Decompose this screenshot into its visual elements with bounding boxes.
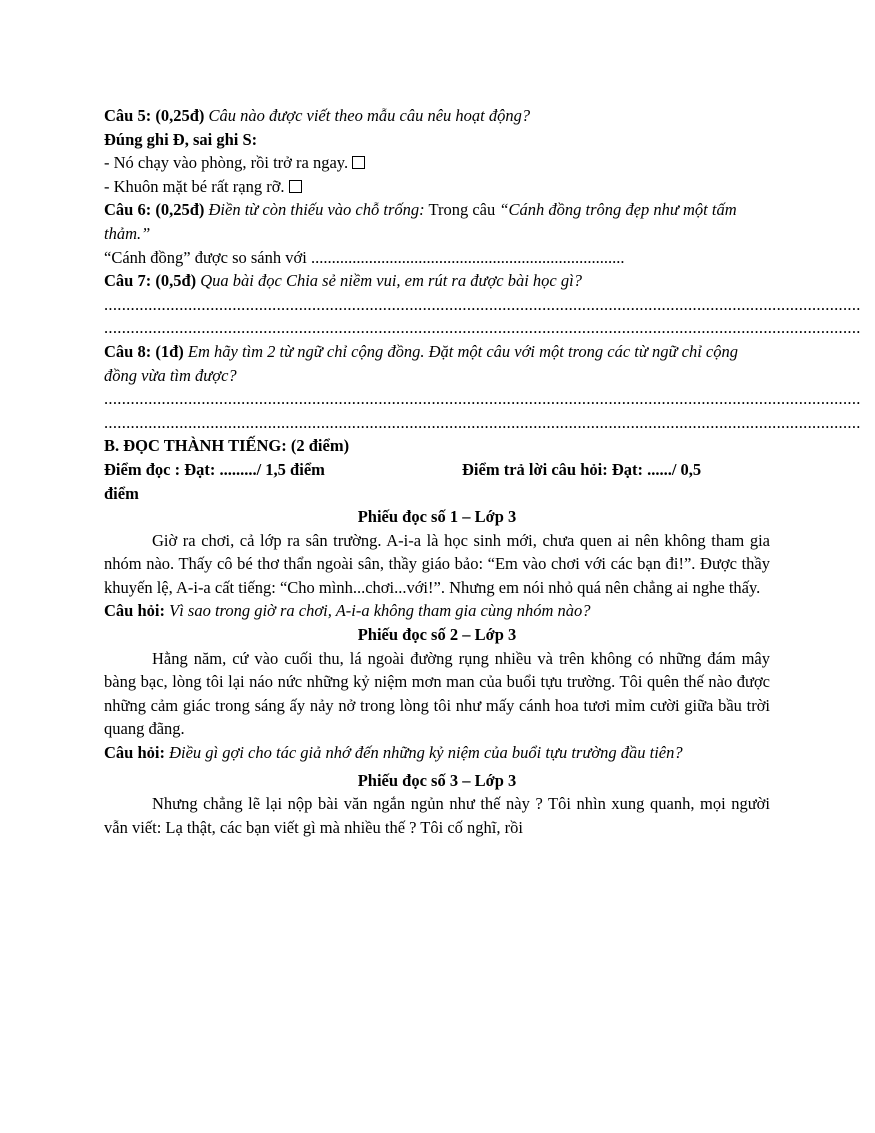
question-text: Vì sao trong giờ ra chơi, A-i-a không tham gia cùng nhóm nào? — [169, 601, 591, 621]
passage-body: Giờ ra chơi, cả lớp ra sân trường. A-i-a là học sinh mới, chưa quen ai nên không tham gia nhóm nào. Thấy cô bé thơ thẩn ngoài sân, thầy giáo bảo: “Em vào chơi với các bạn đi!”. Được thầy khuyến lệ, A-i-a cất tiếng: “Cho mình...chơi...với!”. Nhưng em nói nhỏ quá nên chẳng ai nghe thấy. — [104, 530, 770, 597]
answer-line[interactable]: ........................................................................................................................................................................... — [104, 412, 861, 432]
passage-title: Phiếu đọc số 1 – Lớp 3 — [357, 507, 517, 527]
answer-line[interactable]: ........................................................................................................................................................................... — [104, 294, 861, 314]
question-5 — [104, 104, 770, 128]
question-label: Câu 8: (1đ) — [104, 341, 184, 361]
question-6 — [104, 198, 770, 245]
question-text: Điền từ còn thiếu vào chỗ trống: — [208, 200, 425, 220]
question-text: Qua bài đọc Chia sẻ niềm vui, em rút ra được bài học gì? — [200, 271, 582, 291]
option-text: - Khuôn mặt bé rất rạng rỡ. — [104, 176, 285, 196]
question-quote: “Cánh đồng trông đẹp như một tấm thảm.” — [104, 200, 737, 243]
question-text: Điều gì gợi cho tác giả nhớ đến những kỷ niệm của buổi tựu trường đầu tiên? — [169, 743, 683, 763]
fill-blank[interactable]: ............................................................................ — [310, 247, 625, 267]
document-page — [104, 104, 861, 839]
question-text: Câu nào được viết theo mẫu câu nêu hoạt động? — [208, 106, 531, 125]
score-answer-unit: điểm — [104, 483, 139, 503]
score-answer: Điểm trả lời câu hỏi: Đạt: ....../ 0,5 — [462, 459, 702, 479]
fill-blank-line — [104, 246, 770, 270]
passage-title: Phiếu đọc số 2 – Lớp 3 — [357, 625, 517, 645]
passage-body: Hằng năm, cứ vào cuối thu, lá ngoài đường rụng nhiều và trên không có những đám mây bàng bạc, lòng tôi lại náo nức những kỷ niệm mơn man của buổi tựu trường. Tôi quên thế nào được những cảm giác trong sáng ấy nảy nở trong lòng tôi như mấy cánh hoa tươi mỉm cười giữa bầu trời quang đãng. — [104, 648, 770, 739]
question-label: Câu 6: (0,25đ) — [104, 200, 205, 220]
option-text: - Nó chạy vào phòng, rồi trở ra ngay. — [104, 153, 349, 173]
answer-line[interactable]: ........................................................................................................................................................................... — [104, 389, 861, 409]
question-label: Câu 5: (0,25đ) — [104, 106, 205, 125]
answer-line[interactable]: ........................................................................................................................................................................... — [104, 318, 861, 338]
answer-checkbox[interactable] — [352, 156, 365, 169]
question-label: Câu 7: (0,5đ) — [104, 271, 197, 291]
passage-title: Phiếu đọc số 3 – Lớp 3 — [357, 770, 517, 790]
instruction: Đúng ghi Đ, sai ghi S: — [104, 129, 258, 149]
question-8 — [104, 340, 770, 387]
question-label: Câu hỏi: — [104, 743, 165, 763]
question-7 — [104, 269, 770, 293]
score-row — [104, 458, 770, 482]
passage-body: Nhưng chẳng lẽ lại nộp bài văn ngắn ngủn như thế này ? Tôi nhìn xung quanh, mọi người vẫn viết: Lạ thật, các bạn viết gì mà nhiều thế ? Tôi cố nghĩ, rồi — [104, 794, 770, 837]
score-reading: Điểm đọc : Đạt: ........./ 1,5 điểm — [104, 459, 325, 479]
fill-prompt: “Cánh đồng” được so sánh với — [104, 247, 307, 267]
passage-question — [104, 741, 770, 765]
question-context: Trong câu — [428, 200, 496, 220]
question-label: Câu hỏi: — [104, 601, 165, 621]
section-b-title: B. ĐỌC THÀNH TIẾNG: (2 điểm) — [104, 436, 350, 456]
option-2 — [104, 175, 770, 199]
passage-question — [104, 599, 770, 623]
question-text: Em hãy tìm 2 từ ngữ chỉ cộng đồng. Đặt một câu với một trong các từ ngữ chỉ cộng đồng vừa tìm được? — [104, 341, 738, 385]
option-1 — [104, 151, 770, 175]
answer-checkbox[interactable] — [289, 180, 302, 193]
